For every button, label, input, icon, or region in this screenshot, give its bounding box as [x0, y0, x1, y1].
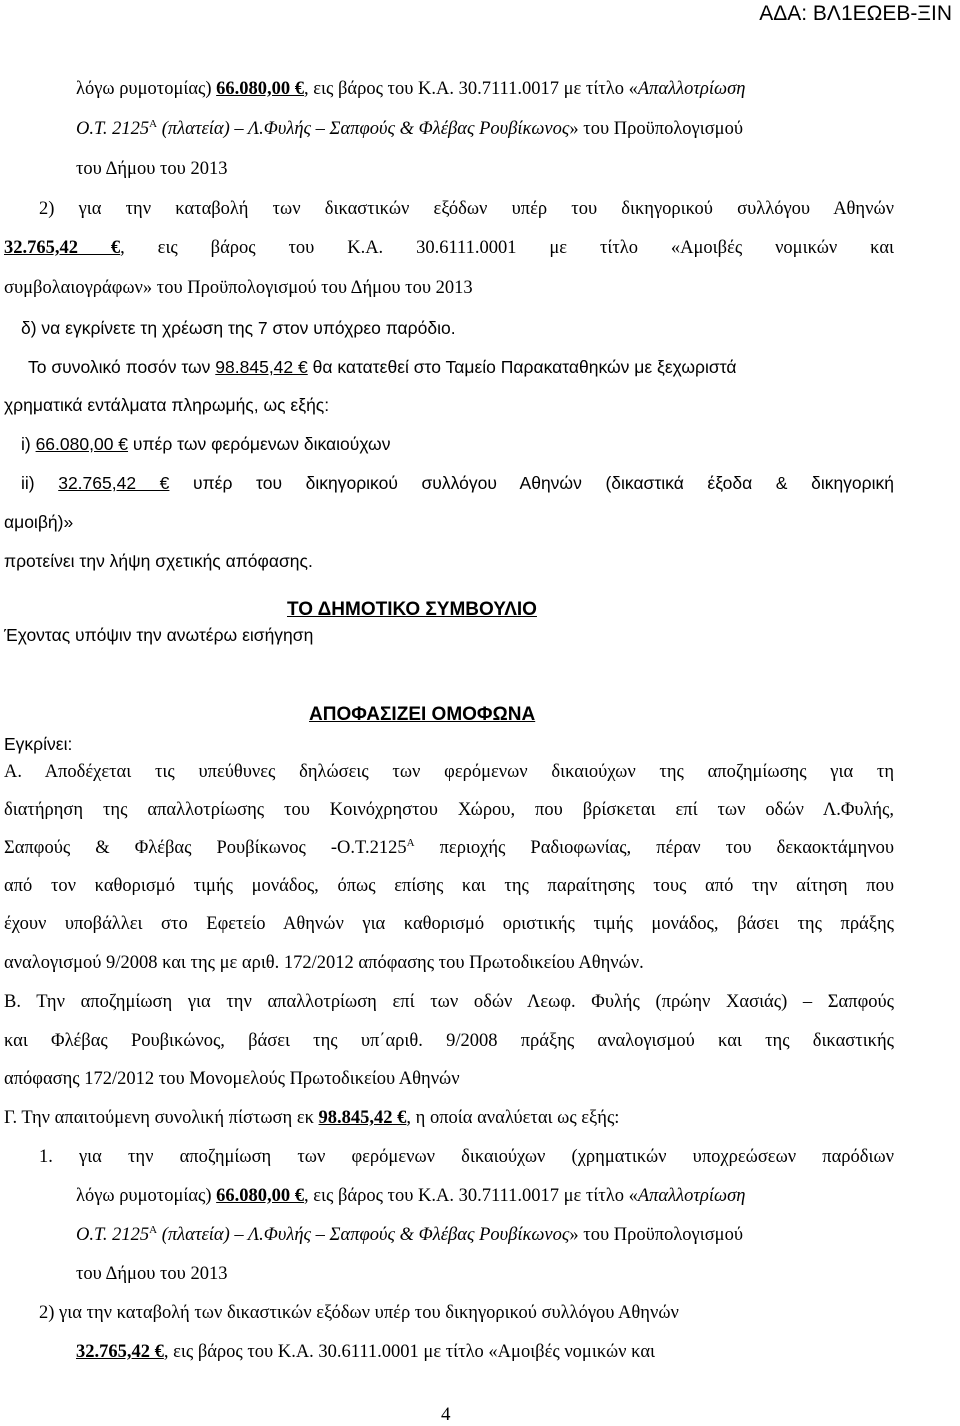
line-a-5: έχουν υποβάλλει στο Εφετείο Αθηνών για καθορισμό οριστικής τιμής μονάδος, βάσει της πράξης — [4, 914, 894, 934]
amount: 98.845,42 € — [215, 357, 308, 377]
line-delta: δ) να εγκρίνετε τη χρέωση της 7 στον υπόχρεο παρόδιο. — [21, 318, 456, 338]
line-a-6: αναλογισμού 9/2008 και της με αριθ. 172/2012 απόφασης του Πρωτοδικείου Αθηνών. — [4, 953, 644, 973]
line-b1-1: λόγω ρυμοτομίας) 66.080,00 €, εις βάρος του Κ.Α. 30.7111.0017 με τίτλο «Απαλλοτρίωση — [76, 79, 746, 99]
amount: 32.765,42 € — [58, 473, 170, 493]
line-b-3: απόφασης 172/2012 του Μονομελούς Πρωτοδικείου Αθηνών — [4, 1069, 460, 1089]
line-b1-5: 32.765,42 €, εις βάρος του Κ.Α. 30.6111.0001 με τίτλο «Αμοιβές νομικών και — [4, 238, 895, 258]
line-n1-4: του Δήμου του 2013 — [76, 1264, 228, 1284]
line-n2-1: 2) για την καταβολή των δικαστικών εξόδων υπέρ του δικηγορικού συλλόγου Αθηνών — [39, 1303, 679, 1323]
page-number: 4 — [441, 1404, 451, 1425]
line-i: i) 66.080,00 € υπέρ των φερόμενων δικαιούχων — [21, 434, 391, 454]
line-n1-1: 1. για την αποζημίωση των φερόμενων δικαιούχων (χρηματικών υποχρεώσεων παρόδιων — [39, 1147, 894, 1167]
amount: 32.765,42 € — [4, 238, 121, 258]
line-a-3: Σαπφούς & Φλέβας Ρουβίκωνος $-O.T.2125^A$ περιοχής Ραδιοφωνίας, πέραν του δεκαοκτάμηνου — [4, 836, 894, 858]
line-approves: Εγκρίνει: — [4, 734, 73, 754]
line-n1-2: λόγω ρυμοτομίας) 66.080,00 €, εις βάρος του Κ.Α. 30.7111.0017 με τίτλο «Απαλλοτρίωση — [76, 1186, 746, 1206]
decision-title: ΑΠΟΦΑΣΙΖΕΙ ΟΜΟΦΩΝΑ — [309, 704, 536, 725]
line-a-1: Α. Αποδέχεται τις υπεύθυνες δηλώσεις των φερόμενων δικαιούχων της αποζημίωσης για τη — [4, 762, 894, 782]
ada-code: ΑΔΑ: ΒΛ1ΕΩΕΒ-ΞΙΝ — [759, 2, 952, 25]
line-b-2: και Φλέβας Ρουβικώνος, βάσει της υπ΄αριθ. 9/2008 πράξης αναλογισμού και της δικαστικής — [4, 1031, 894, 1051]
amount: 66.080,00 € — [35, 434, 129, 454]
line-ii-2: αμοιβή)» — [4, 512, 74, 532]
line-total-2: χρηματικά εντάλματα πληρωμής, ως εξής: — [4, 395, 330, 415]
line-a-4: από τον καθορισμό τιμής μονάδος, όπως επίσης και της παραίτησης τους από την αίτηση που — [4, 876, 894, 896]
line-a-2: διατήρηση της απαλλοτρίωσης του Κοινόχρηστου Χώρου, που βρίσκεται επί των οδών Λ.Φυλής, — [4, 800, 894, 820]
line-b1-2: Ο.Τ. $2125^A$ (πλατεία) – Λ.Φυλής – Σαπφούς & Φλέβας Ρουβίκωνος» του Προϋπολογισμού — [76, 117, 743, 139]
line-b-1: Β. Την αποζημίωση για την απαλλοτρίωση επί των οδών Λεωφ. Φυλής (πρώην Χασιάς) – Σαπφούς — [4, 992, 894, 1012]
line-total: Το συνολικό ποσόν των 98.845,42 € θα κατατεθεί στο Ταμείο Παρακαταθηκών με ξεχωριστά — [28, 357, 737, 377]
line-g: Γ. Την απαιτούμενη συνολική πίστωση εκ 98.845,42 €, η οποία αναλύεται ως εξής: — [4, 1108, 620, 1128]
council-title: ΤΟ ΔΗΜΟΤΙΚΟ ΣΥΜΒΟΥΛΙΟ — [287, 599, 537, 620]
line-n2-2: 32.765,42 €, εις βάρος του Κ.Α. 30.6111.0001 με τίτλο «Αμοιβές νομικών και — [76, 1342, 655, 1362]
line-b1-6: συμβολαιογράφων» του Προϋπολογισμού του Δήμου του 2013 — [4, 278, 473, 298]
amount: 32.765,42 € — [76, 1342, 164, 1362]
amount: 98.845,42 € — [318, 1108, 407, 1128]
line-n1-3: Ο.Τ. $2125^A$ (πλατεία) – Λ.Φυλής – Σαπφούς & Φλέβας Ρουβίκωνος» του Προϋπολογισμού — [76, 1223, 743, 1245]
line-propose: προτείνει την λήψη σχετικής απόφασης. — [4, 551, 313, 571]
amount: 66.080,00 € — [216, 1186, 305, 1206]
line-ii: ii) 32.765,42 € υπέρ του δικηγορικού συλλόγου Αθηνών (δικαστικά έξοδα & δικηγορική — [21, 473, 894, 493]
line-b1-4: 2) για την καταβολή των δικαστικών εξόδων υπέρ του δικηγορικού συλλόγου Αθηνών — [39, 199, 894, 219]
line-having: Έχοντας υπόψιν την ανωτέρω εισήγηση — [4, 625, 314, 645]
amount: 66.080,00 € — [216, 79, 305, 99]
line-b1-3: του Δήμου του 2013 — [76, 159, 228, 179]
